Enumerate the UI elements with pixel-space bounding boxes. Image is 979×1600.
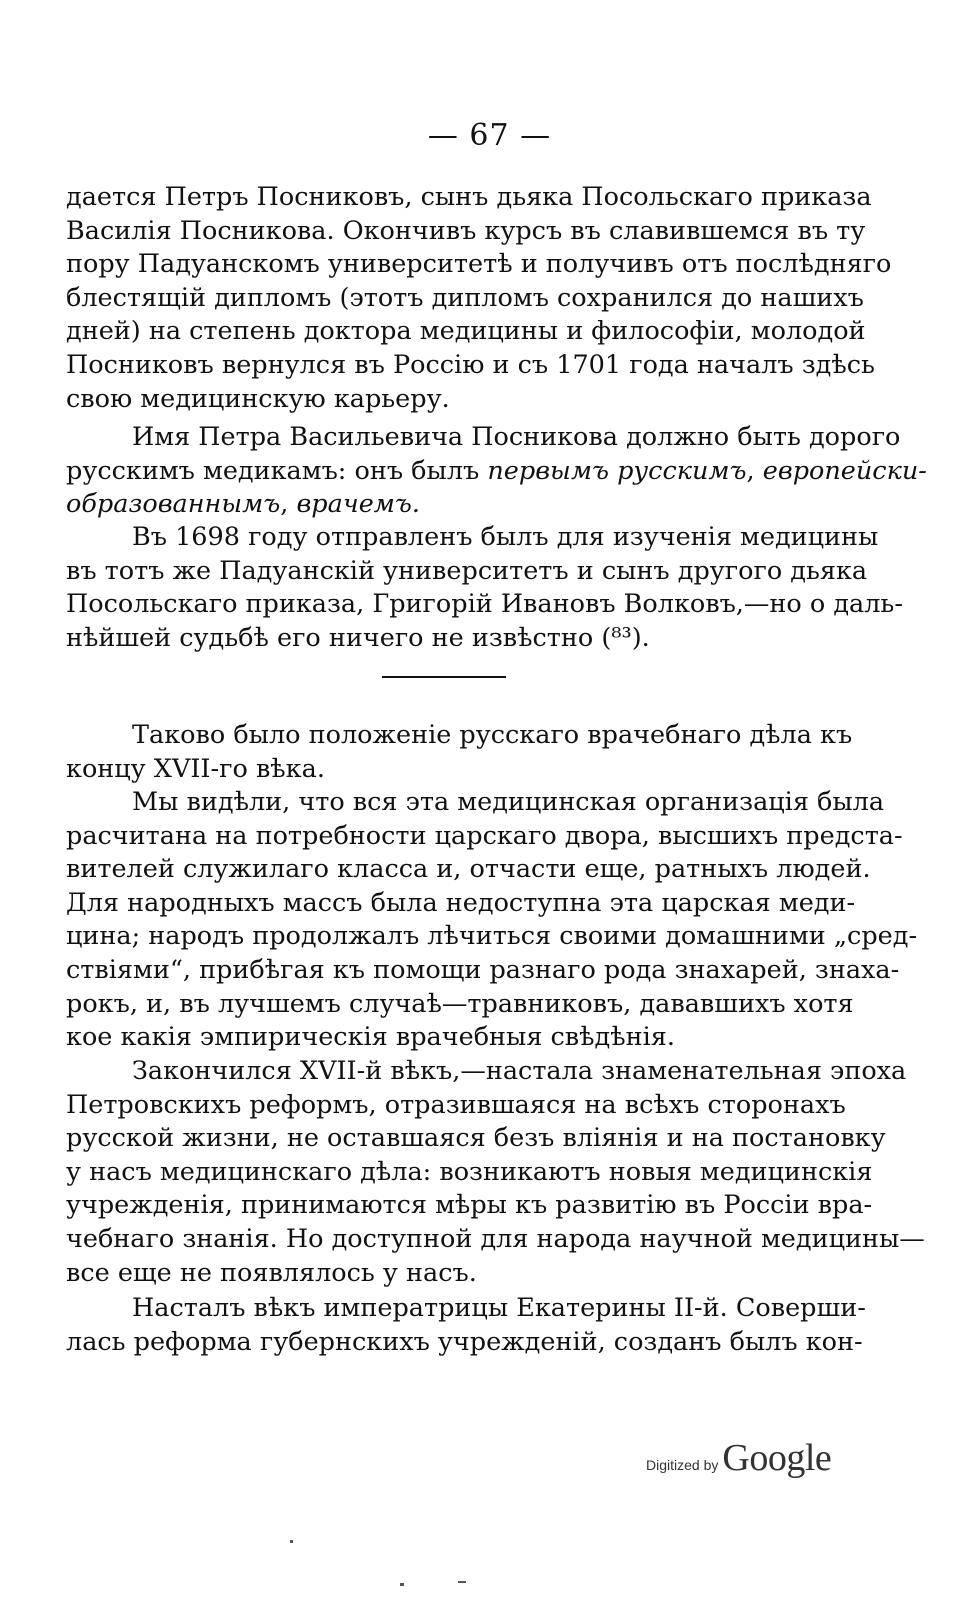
text-line: Посольскаго приказа, Григорій Ивановъ Волковъ,—но о даль-	[66, 589, 903, 620]
text-line: расчитана на потребности царскаго двора, высшихъ предста-	[66, 820, 903, 851]
paragraph-catherine-era	[66, 1292, 866, 1359]
text-line: вителей служилаго класса и, отчасти еще, ратныхъ людей.	[66, 854, 871, 885]
text-span: ,	[746, 455, 763, 486]
paragraph-state-of-medicine	[66, 719, 853, 786]
text-line: ствіями“, прибѣгая къ помощи разнаго рода знахарей, знаха-	[66, 954, 900, 985]
text-line: нѣйшей судьбѣ его ничего не извѣстно (⁸³).	[66, 622, 650, 653]
page-number: — 67 —	[427, 118, 552, 153]
scan-speck	[290, 1540, 293, 1543]
emphasis-text: врачемъ.	[296, 489, 421, 520]
text-line: дней) на степень доктора медицины и философіи, молодой	[66, 316, 866, 347]
text-line: пору Падуанскомъ университетѣ и получивъ отъ послѣдняго	[66, 249, 892, 280]
digitized-by-google-watermark	[646, 1436, 831, 1480]
text-line: рокъ, и, въ лучшемъ случаѣ—травниковъ, дававшихъ хотя	[66, 988, 854, 1019]
watermark-prefix: Digitized by	[646, 1457, 719, 1473]
text-line: русской жизни, не оставшаяся безъ вліянія и на постановку	[66, 1123, 886, 1154]
scan-speck	[458, 1581, 466, 1583]
google-logo-text: Google	[722, 1437, 832, 1479]
text-line: въ тотъ же Падуанскій университетъ и сынъ другого дьяка	[66, 555, 868, 586]
emphasis-text: первымъ русскимъ	[487, 455, 747, 486]
text-line: учрежденія, принимаются мѣры къ развитію въ Россіи вра-	[66, 1190, 873, 1221]
text-line: Петровскихъ реформъ, отразившаяся на всѣхъ сторонахъ	[66, 1089, 846, 1120]
text-line: концу XVII-го вѣка.	[66, 753, 325, 784]
scan-speck	[400, 1583, 404, 1586]
text-line: Насталъ вѣкъ императрицы Екатерины II-й. Соверши-	[132, 1293, 866, 1323]
text-line: свою медицинскую карьеру.	[66, 383, 450, 414]
paragraph-volkov	[66, 521, 903, 655]
text-line: Посниковъ вернулся въ Россію и съ 1701 года началъ здѣсь	[66, 349, 875, 380]
text-line: кое какія эмпирическія врачебныя свѣдѣнія.	[66, 1022, 675, 1053]
emphasis-text: европейски-	[762, 455, 927, 486]
emphasis-text: образованнымъ	[66, 489, 281, 520]
text-line: цина; народъ продолжалъ лѣчиться своими домашними „сред-	[66, 921, 918, 952]
text-line: Имя Петра Васильевича Посникова должно быть дорого	[132, 422, 901, 452]
text-span: русскимъ медикамъ: онъ былъ	[66, 455, 488, 486]
text-line: Закончился XVII-й вѣкъ,—настала знаменательная эпоха	[132, 1056, 907, 1086]
text-span: ,	[280, 489, 297, 520]
text-line: у насъ медицинскаго дѣла: возникаютъ новыя медицинскія	[66, 1156, 873, 1187]
text-line: Таково было положеніе русскаго врачебнаго дѣла къ	[132, 720, 853, 750]
text-line: все еще не появлялось у насъ.	[66, 1257, 477, 1288]
text-line: Для народныхъ массъ была недоступна эта царская меди-	[66, 887, 856, 918]
text-line: Въ 1698 году отправленъ былъ для изученія медицины	[132, 522, 879, 552]
paragraph-petrine-reforms	[66, 1055, 925, 1290]
paragraph-posnikov	[66, 181, 892, 416]
text-line: Мы видѣли, что вся эта медицинская организація была	[132, 787, 885, 817]
text-line	[66, 455, 927, 489]
text-line	[66, 488, 826, 522]
paragraph-first-russian-doctor	[66, 421, 927, 522]
text-line: блестящій дипломъ (этотъ дипломъ сохранился до нашихъ	[66, 282, 864, 313]
text-line: чебнаго знанія. Но доступной для народа научной медицины—	[66, 1223, 925, 1254]
paragraph-medical-organization	[66, 786, 918, 1055]
text-line: Василія Посникова. Окончивъ курсъ въ славившемся въ ту	[66, 215, 866, 246]
text-line: лась реформа губернскихъ учрежденій, созданъ былъ кон-	[66, 1326, 863, 1357]
section-divider	[382, 676, 506, 678]
text-line: дается Петръ Посниковъ, сынъ дьяка Посольскаго приказа	[66, 182, 872, 212]
